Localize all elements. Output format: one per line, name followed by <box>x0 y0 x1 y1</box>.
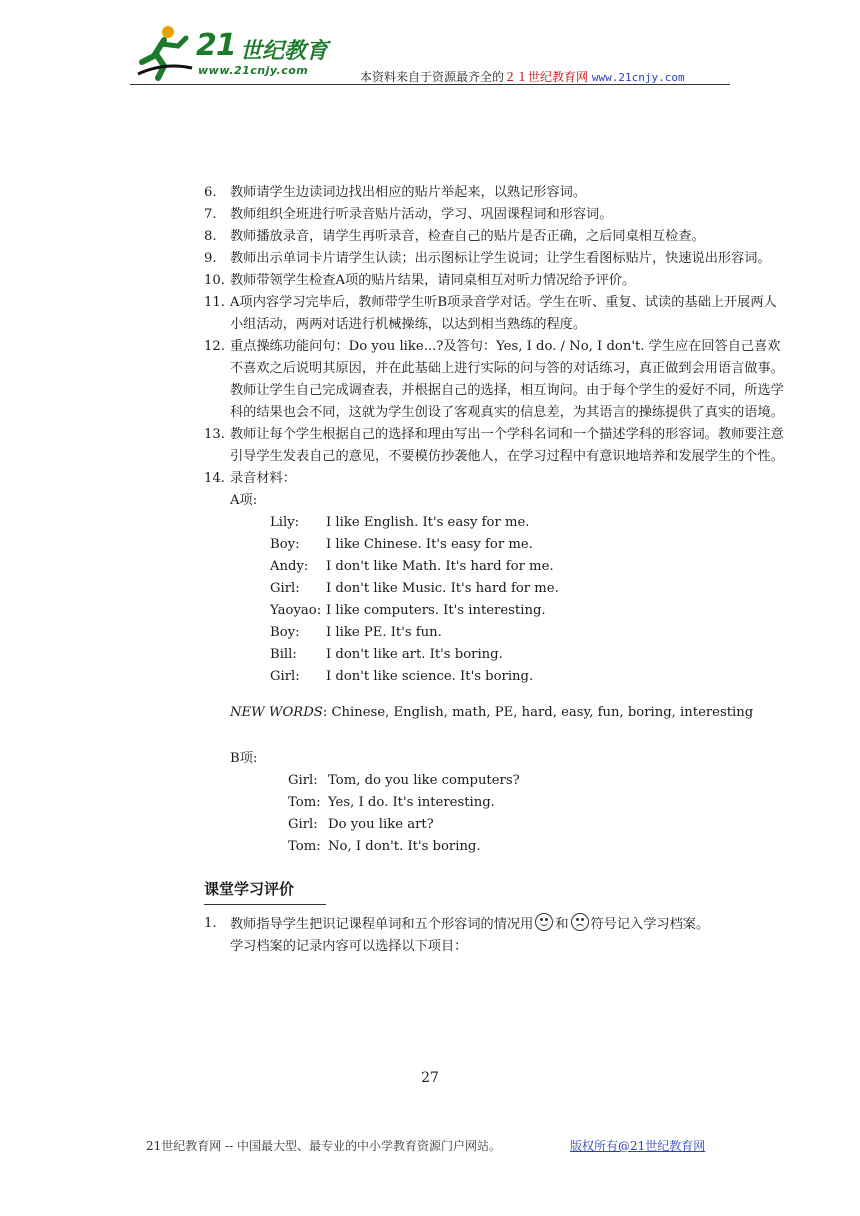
site-logo[interactable] <box>134 20 334 84</box>
page-header <box>130 20 730 86</box>
dialog-speaker: Girl: <box>270 581 300 596</box>
footer-copyright-link[interactable]: 版权所有@21世纪教育网 <box>570 1139 706 1153</box>
item-text: 教师组织全班进行听录音贴片活动，学习、巩固课程词和形容词。 <box>230 207 613 222</box>
dialog-text: I like PE. It's fun. <box>326 625 442 640</box>
evaluation-line2: 学习档案的记录内容可以选择以下项目： <box>230 939 468 954</box>
dialog-speaker: Boy: <box>270 537 300 552</box>
dialog-text: I don't like Music. It's hard for me. <box>326 581 559 596</box>
section-a-title: A项: <box>230 493 258 508</box>
item-number: 1. <box>204 916 217 931</box>
item-number: 6. <box>204 185 217 200</box>
dialog-speaker: Tom: <box>288 839 321 854</box>
list-item <box>204 182 784 204</box>
list-item <box>204 292 784 336</box>
new-words-list: : Chinese, English, math, PE, hard, easy, fun, boring, interesting <box>322 705 754 720</box>
dialog-speaker: Bill: <box>270 647 297 662</box>
item-text: 教师出示单词卡片请学生认读；出示图标让学生说词；让学生看图标贴片，快速说出形容词。 <box>230 251 771 266</box>
item-text: 录音材料： <box>230 471 296 486</box>
dialog-line <box>270 512 784 534</box>
list-item <box>204 226 784 248</box>
list-item <box>204 248 784 270</box>
list-item <box>204 424 784 468</box>
section-b-title: B项: <box>230 751 258 766</box>
item-number: 9. <box>204 251 217 266</box>
dialog-speaker: Girl: <box>270 669 300 684</box>
item-number: 10. <box>204 273 225 288</box>
dialog-speaker: Boy: <box>270 625 300 640</box>
dialog-speaker: Yaoyao: <box>270 603 322 618</box>
section-b-dialog <box>288 770 784 858</box>
item-number: 7. <box>204 207 217 222</box>
dialog-text: I don't like Math. It's hard for me. <box>326 559 554 574</box>
dialog-line <box>270 556 784 578</box>
dialog-text: I like English. It's easy for me. <box>326 515 530 530</box>
dialog-line <box>270 622 784 644</box>
logo-chinese: 世纪教育 <box>240 39 329 64</box>
item-number: 11. <box>204 295 225 310</box>
evaluation-heading: 课堂学习评价 <box>204 876 326 905</box>
section-a-dialog <box>270 512 784 688</box>
item-text: 教师请学生边读词边找出相应的贴片举起来，以熟记形容词。 <box>230 185 587 200</box>
dialog-text: I don't like art. It's boring. <box>326 647 503 662</box>
item-text: A项内容学习完毕后，教师带学生听B项录音学对话。学生在听、重复、试读的基础上开展两人小组活动，两两对话进行机械操练，以达到相当熟练的程度。 <box>230 295 777 332</box>
list-item <box>204 336 784 424</box>
evaluation-text-before: 教师指导学生把识记课程单词和五个形容词的情况用 <box>230 917 534 932</box>
evaluation-text-and: 和 <box>555 917 569 932</box>
header-tagline <box>360 68 685 85</box>
smiley-face-icon <box>535 913 553 931</box>
evaluation-item <box>204 913 784 958</box>
dialog-speaker: Tom: <box>288 795 321 810</box>
dialog-line <box>270 644 784 666</box>
dialog-line <box>288 814 784 836</box>
dialog-speaker: Lily: <box>270 515 300 530</box>
item-text: 重点操练功能问句：Do you like...?及答句：Yes, I do. / No, I don't. 学生应在回答自己喜欢不喜欢之后说明其原因，并在此基础上进行实际的问与答的对话练习，真正做到会用语言做事。教师让学生自己完成调查表，并根据自己的选择，相互询问。由于每个学生的爱好不同，所选学科的结果也会不同，这就为学生创设了客观真实的信息差，为其语言的操练提供了真实的语境。 <box>230 339 784 420</box>
running-figure-icon <box>134 22 194 82</box>
dialog-line <box>270 600 784 622</box>
header-divider <box>130 84 730 85</box>
dialog-text: I like computers. It's interesting. <box>326 603 546 618</box>
tagline-brand-link[interactable]: ２１世纪教育网 <box>504 70 589 84</box>
dialog-text: Do you like art? <box>328 817 434 832</box>
new-words <box>230 702 784 724</box>
dialog-line <box>270 578 784 600</box>
dialog-line <box>288 770 784 792</box>
dialog-line <box>270 534 784 556</box>
item-text: 教师让每个学生根据自己的选择和理由写出一个学科名词和一个描述学科的形容词。教师要注意引导学生发表自己的意见，不要模仿抄袭他人，在学习过程中有意识地培养和发展学生的个性。 <box>230 427 784 464</box>
sad-face-icon <box>571 913 589 931</box>
list-item <box>204 270 784 292</box>
dialog-line <box>270 666 784 688</box>
logo-number: 21 <box>196 28 236 63</box>
dialog-text: Yes, I do. It's interesting. <box>328 795 495 810</box>
item-number: 13. <box>204 427 225 442</box>
item-number: 14. <box>204 471 225 486</box>
footer-text: 21世纪教育网 -- 中国最大型、最专业的中小学教育资源门户网站。 <box>146 1139 502 1153</box>
list-item <box>204 468 784 490</box>
dialog-text: Tom, do you like computers? <box>328 773 520 788</box>
document-body <box>204 182 784 958</box>
dialog-speaker: Girl: <box>288 817 318 832</box>
tagline-url-link[interactable]: www.21cnjy.com <box>591 71 685 84</box>
dialog-line <box>288 836 784 858</box>
dialog-line <box>288 792 784 814</box>
dialog-text: No, I don't. It's boring. <box>328 839 481 854</box>
list-item <box>204 204 784 226</box>
evaluation-text-after: 符号记入学习档案。 <box>590 917 710 932</box>
item-number: 8. <box>204 229 217 244</box>
item-text: 教师带领学生检查A项的贴片结果，请同桌相互对听力情况给予评价。 <box>230 273 636 288</box>
dialog-speaker: Andy: <box>270 559 309 574</box>
dialog-text: I don't like science. It's boring. <box>326 669 534 684</box>
item-text: 教师播放录音，请学生再听录音，检查自己的贴片是否正确，之后同桌相互检查。 <box>230 229 705 244</box>
tagline-prefix: 本资料来自于资源最齐全的 <box>360 70 505 84</box>
dialog-text: I like Chinese. It's easy for me. <box>326 537 533 552</box>
dialog-speaker: Girl: <box>288 773 318 788</box>
item-number: 12. <box>204 339 225 354</box>
new-words-label: NEW WORDS <box>230 705 323 720</box>
page-number: 27 <box>421 1070 439 1086</box>
logo-url: www.21cnjy.com <box>198 64 309 77</box>
